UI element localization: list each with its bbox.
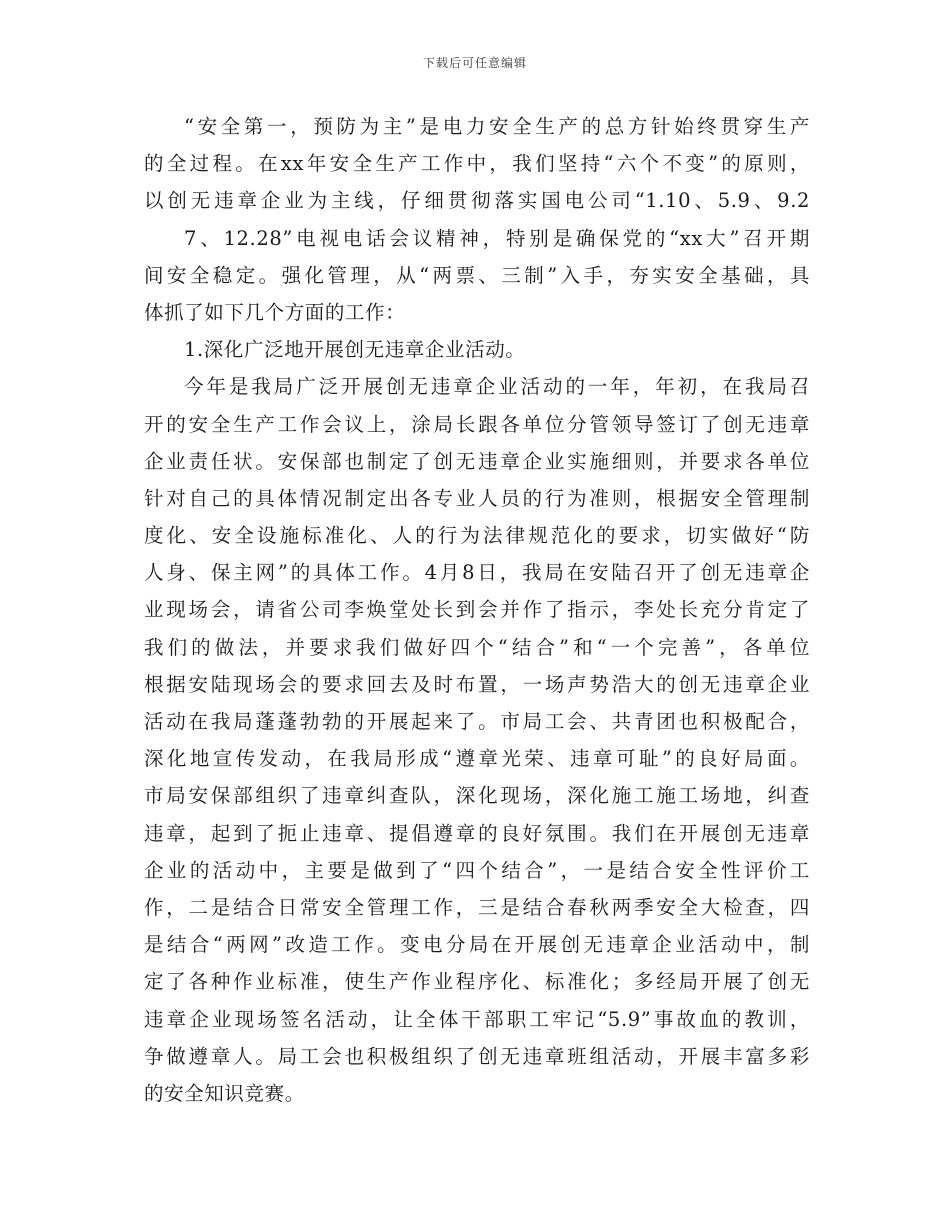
paragraph-3-line-14: 企业的活动中，主要是做到了“四个结合”，一是结合安全性评价工 [144,858,810,882]
paragraph-1-line-2: 的全过程。在xx年安全生产工作中，我们坚持“六个不变”的原则， [144,152,810,176]
paragraph-3-line-9: 根据安陆现场会的要求回去及时布置，一场声势浩大的创无违章企业 [144,672,810,696]
paragraph-3-line-17: 定了各种作业标准，使生产作业程序化、标准化；多经局开展了创无 [144,970,810,994]
section-heading: 1.深化广泛地开展创无违章企业活动。 [184,338,526,362]
paragraph-1-line-1: “安全第一，预防为主”是电力安全生产的总方针始终贯穿生产 [184,115,810,138]
paragraph-1-line-3: 以创无违章企业为主线，仔细贯彻落实国电公司“1.10、5.9、9.2 [144,189,810,213]
paragraph-3-line-1: 今年是我局广泛开展创无违章企业活动的一年，年初，在我局召 [184,375,810,399]
page-header: 下载后可任意编辑 [422,56,527,70]
paragraph-3-line-13: 违章，起到了扼止违章、提倡遵章的良好氛围。我们在开展创无违章 [144,821,810,845]
document-body [144,108,810,1112]
paragraph-3-line-16: 是结合“两网”改造工作。变电分局在开展创无违章企业活动中，制 [144,933,810,957]
paragraph-3-line-18: 违章企业现场签名活动，让全体干部职工牢记“5.9”事故血的教训， [144,1007,810,1031]
paragraph-2-line-2: 间安全稳定。强化管理，从“两票、三制”入手，夯实安全基础，具 [144,263,810,287]
paragraph-3-line-8: 我们的做法，并要求我们做好四个“结合”和“一个完善”，各单位 [144,635,810,659]
paragraph-3-line-20: 的安全知识竞赛。 [144,1081,305,1105]
paragraph-3-line-10: 活动在我局蓬蓬勃勃的开展起来了。市局工会、共青团也积极配合， [144,710,810,733]
paragraph-3-line-19: 争做遵章人。局工会也积极组织了创无违章班组活动，开展丰富多彩 [144,1044,810,1068]
paragraph-3-line-12: 市局安保部组织了违章纠查队，深化现场，深化施工施工场地，纠查 [144,784,810,808]
paragraph-3-line-4: 针对自己的具体情况制定出各专业人员的行为准则，根据安全管理制 [144,486,810,510]
paragraph-3-line-11: 深化地宣传发动，在我局形成“遵章光荣、违章可耻”的良好局面。 [144,747,810,771]
paragraph-3-line-7: 业现场会，请省公司李焕堂处长到会并作了指示，李处长充分肯定了 [144,598,810,622]
paragraph-2-line-1: 7、12.28”电视电话会议精神，特别是确保党的“xx大”召开期 [184,226,810,250]
paragraph-3-line-6: 人身、保主网”的具体工作。4月8日，我局在安陆召开了创无违章企 [144,561,810,585]
paragraph-3-line-5: 度化、安全设施标准化、人的行为法律规范化的要求，切实做好“防 [144,524,810,548]
paragraph-2-line-3: 体抓了如下几个方面的工作： [144,300,406,324]
paragraph-3-line-3: 企业责任状。安保部也制定了创无违章企业实施细则，并要求各单位 [144,449,810,473]
paragraph-3-line-15: 作，二是结合日常安全管理工作，三是结合春秋两季安全大检查，四 [144,895,810,919]
paragraph-3-line-2: 开的安全生产工作会议上，涂局长跟各单位分管领导签订了创无违章 [144,412,810,436]
